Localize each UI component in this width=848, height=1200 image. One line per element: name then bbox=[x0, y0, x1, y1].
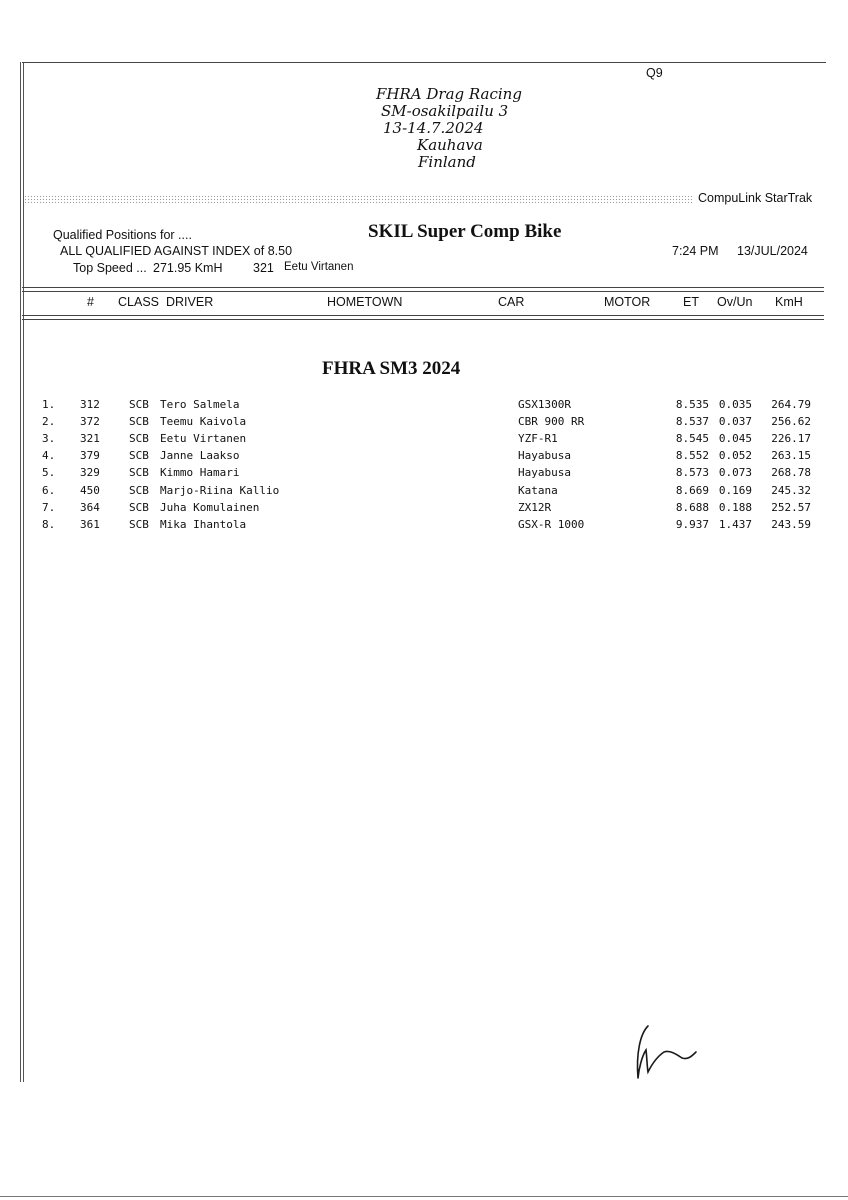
row-kmh: 268.78 bbox=[771, 466, 811, 480]
row-driver: Janne Laakso bbox=[160, 449, 240, 463]
row-ovun: 0.045 bbox=[718, 432, 752, 446]
header-line-2: SM-osakilpailu 3 bbox=[381, 102, 509, 120]
row-position: 1. bbox=[42, 398, 56, 411]
top-speed-value: 271.95 KmH bbox=[153, 261, 223, 275]
col-header-ovun: Ov/Un bbox=[717, 295, 753, 309]
row-car: Hayabusa bbox=[518, 449, 571, 463]
row-ovun: 0.052 bbox=[718, 449, 752, 463]
row-et: 8.545 bbox=[675, 432, 709, 446]
row-et: 8.535 bbox=[675, 398, 709, 411]
row-ovun: 0.073 bbox=[718, 466, 752, 480]
col-header-hometown: HOMETOWN bbox=[327, 295, 403, 309]
table-row bbox=[0, 398, 848, 415]
row-kmh: 243.59 bbox=[771, 517, 811, 531]
row-number: 364 bbox=[80, 500, 100, 514]
row-driver: Eetu Virtanen bbox=[160, 432, 247, 446]
row-number: 379 bbox=[80, 449, 100, 463]
col-header-kmh: KmH bbox=[775, 295, 803, 309]
header-line-4: Kauhava bbox=[417, 136, 483, 154]
dotted-separator bbox=[24, 195, 692, 203]
page-frame-left bbox=[20, 62, 24, 1082]
column-header-bottom-rule bbox=[22, 315, 824, 320]
row-position: 3. bbox=[42, 432, 56, 446]
row-ovun: 0.035 bbox=[718, 398, 752, 411]
class-title: SKIL Super Comp Bike bbox=[368, 221, 562, 242]
col-header-number: # bbox=[87, 295, 94, 309]
index-line: ALL QUALIFIED AGAINST INDEX of 8.50 bbox=[60, 244, 293, 258]
row-car: ZX12R bbox=[518, 500, 552, 514]
table-row bbox=[0, 518, 848, 535]
row-car: Hayabusa bbox=[518, 466, 571, 480]
column-header-top-rule bbox=[22, 287, 824, 292]
row-et: 8.537 bbox=[675, 415, 709, 429]
row-et: 8.573 bbox=[675, 466, 709, 480]
row-number: 321 bbox=[80, 432, 100, 446]
row-et: 8.688 bbox=[675, 500, 709, 514]
row-driver: Kimmo Hamari bbox=[160, 466, 240, 480]
col-header-et: ET bbox=[683, 295, 699, 309]
report-date: 13/JUL/2024 bbox=[737, 244, 808, 258]
row-class: SCB bbox=[129, 517, 149, 531]
row-position: 6. bbox=[42, 483, 56, 497]
report-code: Q9 bbox=[646, 66, 663, 80]
row-kmh: 256.62 bbox=[771, 415, 811, 429]
row-position: 8. bbox=[42, 517, 56, 531]
handwritten-signature-icon bbox=[630, 1020, 700, 1090]
header-line-1: FHRA Drag Racing bbox=[376, 85, 522, 103]
row-number: 329 bbox=[80, 466, 100, 480]
row-driver: Tero Salmela bbox=[160, 398, 240, 411]
row-driver: Marjo-Riina Kallio bbox=[160, 483, 280, 497]
row-car: CBR 900 RR bbox=[518, 415, 585, 429]
row-ovun: 0.169 bbox=[718, 483, 752, 497]
row-kmh: 226.17 bbox=[771, 432, 811, 446]
row-ovun: 0.188 bbox=[718, 500, 752, 514]
row-car: Katana bbox=[518, 483, 558, 497]
row-class: SCB bbox=[129, 466, 149, 480]
row-number: 450 bbox=[80, 483, 100, 497]
row-class: SCB bbox=[129, 483, 149, 497]
table-row bbox=[0, 466, 848, 483]
row-position: 2. bbox=[42, 415, 56, 429]
row-kmh: 245.32 bbox=[771, 483, 811, 497]
page-bottom-rule bbox=[0, 1196, 848, 1197]
row-et: 8.669 bbox=[675, 483, 709, 497]
row-number: 312 bbox=[80, 398, 100, 411]
row-et: 9.937 bbox=[675, 517, 709, 531]
table-row bbox=[0, 449, 848, 466]
row-ovun: 0.037 bbox=[718, 415, 752, 429]
col-header-driver: DRIVER bbox=[166, 295, 214, 309]
top-rule bbox=[22, 62, 826, 63]
row-kmh: 252.57 bbox=[771, 500, 811, 514]
table-row bbox=[0, 501, 848, 518]
col-header-class: CLASS bbox=[118, 295, 159, 309]
row-driver: Mika Ihantola bbox=[160, 517, 247, 531]
row-position: 7. bbox=[42, 500, 56, 514]
row-class: SCB bbox=[129, 398, 149, 411]
header-line-5: Finland bbox=[418, 153, 476, 171]
top-speed-label: Top Speed ... bbox=[73, 261, 147, 275]
row-class: SCB bbox=[129, 449, 149, 463]
row-kmh: 263.15 bbox=[771, 449, 811, 463]
top-speed-driver: Eetu Virtanen bbox=[284, 261, 354, 273]
row-car: YZF-R1 bbox=[518, 432, 558, 446]
table-row bbox=[0, 415, 848, 432]
report-time: 7:24 PM bbox=[672, 244, 719, 258]
row-ovun: 1.437 bbox=[718, 517, 752, 531]
col-header-motor: MOTOR bbox=[604, 295, 651, 309]
row-et: 8.552 bbox=[675, 449, 709, 463]
row-position: 4. bbox=[42, 449, 56, 463]
col-header-car: CAR bbox=[498, 295, 525, 309]
table-row bbox=[0, 432, 848, 449]
row-class: SCB bbox=[129, 500, 149, 514]
vendor-label: CompuLink StarTrak bbox=[698, 191, 813, 205]
header-line-3: 13-14.7.2024 bbox=[383, 119, 484, 137]
row-driver: Teemu Kaivola bbox=[160, 415, 247, 429]
row-car: GSX-R 1000 bbox=[518, 517, 585, 531]
row-driver: Juha Komulainen bbox=[160, 500, 260, 514]
top-speed-number: 321 bbox=[253, 261, 274, 275]
event-title: FHRA SM3 2024 bbox=[322, 358, 461, 379]
row-car: GSX1300R bbox=[518, 398, 571, 411]
row-position: 5. bbox=[42, 466, 56, 480]
qualified-label: Qualified Positions for .... bbox=[53, 228, 192, 242]
row-kmh: 264.79 bbox=[771, 398, 811, 411]
row-class: SCB bbox=[129, 415, 149, 429]
row-class: SCB bbox=[129, 432, 149, 446]
table-row bbox=[0, 484, 848, 501]
row-number: 361 bbox=[80, 517, 100, 531]
row-number: 372 bbox=[80, 415, 100, 429]
